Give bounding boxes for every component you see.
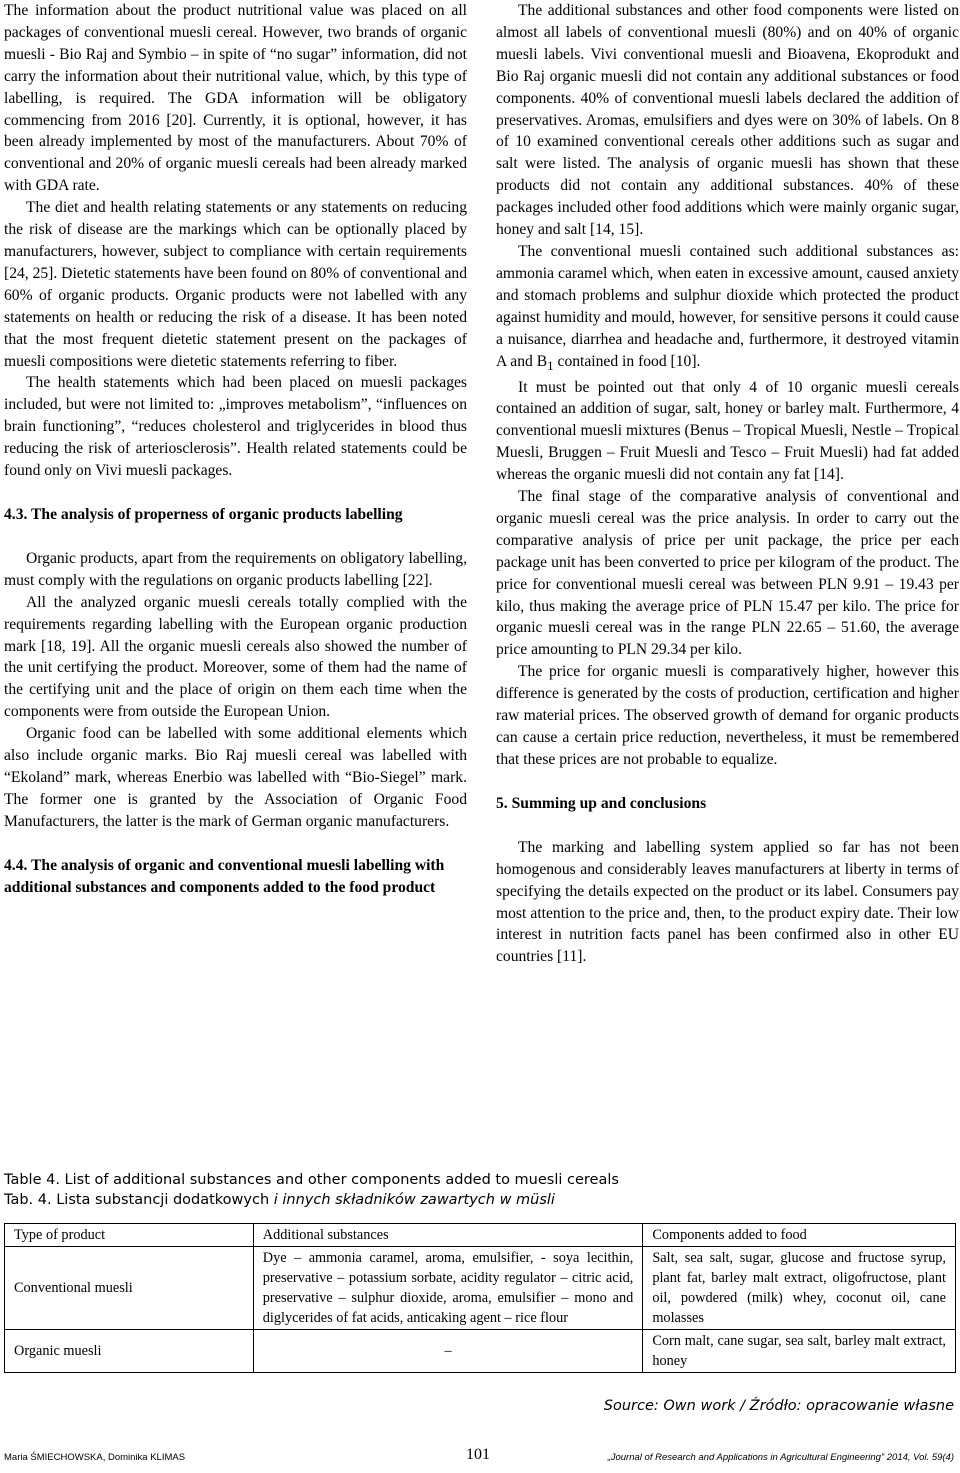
left-column <box>4 0 467 899</box>
paragraph-diet-health-statements: The diet and health relating statements or any statements on reducing the risk of disease are the markings which can be optionally placed by manufacturers, however, subject to compliance with certain requirements [24, 25]. Dietetic statements have been found on 80% of conventional and 60% of organic products. Organic products were not labelled with any statements on health or reducing the risk of a disease. It has been noted that the most frequent dietetic statement present on the packages of muesli compositions were dietetic statements referring to fiber. <box>4 199 467 370</box>
table-header-row <box>5 1224 956 1247</box>
table-caption-en: Table 4. List of additional substances and other components added to muesli cereals <box>4 1172 619 1188</box>
paragraph-price-difference: The price for organic muesli is comparatively higher, however this difference is generated by the costs of production, certification and higher raw material prices. The observed growth of demand for organic products can cause a certain price reduction, nevertheless, it must be remembered that these prices are not probable to equalize. <box>496 663 959 768</box>
footer-journal: „Journal of Research and Applications in Agricultural Engineering” 2014, Vol. 59(4) <box>607 1452 954 1463</box>
table-cell-additional: Dye – ammonia caramel, aroma, emulsifier, - soya lecithin, preservative – potassium sorbate, acidity regulator – citric acid, preservative – sulphur dioxide, aroma, emulsifier – mono and diglycerides of fat acids, anticaking agent – rice flour <box>253 1247 643 1330</box>
table-cell-type: Organic muesli <box>5 1330 254 1373</box>
table-cell-type: Conventional muesli <box>5 1247 254 1330</box>
right-column <box>496 0 959 968</box>
table-cell-components: Corn malt, cane sugar, sea salt, barley malt extract, honey <box>643 1330 956 1373</box>
footer-authors: Maria ŚMIECHOWSKA, Dominika KLIMAS <box>4 1452 186 1463</box>
table-header-cell: Components added to food <box>643 1224 956 1247</box>
table-row <box>5 1247 956 1330</box>
paragraph-additional-marks: Organic food can be labelled with some additional elements which also include organic marks. Bio Raj muesli cereal was labelled with “Ekoland” mark, whereas Enerbio was labelled with “Bio-Siegel” mark. The former one is granted by the Association of Organic Food Manufacturers, the latter is the mark of German organic manufacturers. <box>4 725 467 830</box>
table-caption <box>4 1170 944 1210</box>
paragraph-conclusions: The marking and labelling system applied so far has not been homogenous and considerably leaves manufacturers at liberty in terms of specifying the details expected on the product or its label. Consumers pay most attention to the price and, then, to the product expiry date. Their low interest in nutrition facts panel has been confirmed also in other EU countries [11]. <box>496 838 959 966</box>
subscript: 1 <box>547 357 554 373</box>
paragraph-sugar-fat: It must be pointed out that only 4 of 10 organic muesli cereals contained an addition of sugar, salt, honey or barley malt. Furthermore, 4 conventional muesli mixtures (Benus – Tropical Muesli, Nestle – Tropical Muesli, Bruggen – Fruit Muesli and Tesco – Fruit Muesli) had fat added whereas the organic muesli did not contain any fat [14]. <box>496 378 959 484</box>
additional-substances-table <box>4 1223 956 1373</box>
paragraph-organic-mark-compliance: All the analyzed organic muesli cereals totally complied with the requirements regarding labelling with the European organic production mark [18, 19]. All the organic muesli cereals also showed the number of the unit certifying the product. Moreover, some of them had the name of the certifying unit and the place of origin on them each time when the components were from outside the European Union. <box>4 593 467 721</box>
paragraph-price-analysis: The final stage of the comparative analysis of conventional and organic muesli cereal was the price analysis. In order to carry out the comparative analysis of price per unit package, the price per each package unit has been converted to price per kilogram of the product. The price for conventional muesli cereal was between PLN 9.91 – 19.43 per kilo, thus making the average price of PLN 15.47 per kilo. The price for organic muesli cereal was in the range PLN 22.65 – 51.60, the average price amounting to PLN 29.34 per kilo. <box>496 488 959 659</box>
table-caption-pl: Tab. 4. Lista substancji dodatkowych i innych składników zawartych w müsli <box>4 1192 555 1208</box>
table-header-cell: Additional substances <box>253 1224 643 1247</box>
table-cell-components: Salt, sea salt, sugar, glucose and fructose syrup, plant fat, barley malt extract, oligofructose, plant oil, powdered (milk) whey, coconut oil, cane molasses <box>643 1247 956 1330</box>
section-heading-4-4: 4.4. The analysis of organic and conventional muesli labelling with additional substances and components added to the food product <box>4 856 445 896</box>
paragraph-organic-requirements: Organic products, apart from the requirements on obligatory labelling, must comply with the regulations on organic products labelling [22]. <box>4 549 467 589</box>
table-header-cell: Type of product <box>5 1224 254 1247</box>
paragraph-health-statements: The health statements which had been placed on muesli packages included, but were not limited to: „improves metabolism”, “influences on brain functioning”, “reduces cholesterol and triglycerides in blood thus reducing the risk of arteriosclerosis”. Health related statements could be found only on Vivi muesli packages. <box>4 374 467 480</box>
section-heading-5: 5. Summing up and conclusions <box>496 794 707 812</box>
table-row <box>5 1330 956 1373</box>
table-cell-additional: – <box>253 1330 643 1373</box>
paragraph-additional-substances: The additional substances and other food components were listed on almost all labels of conventional muesli (80%) and on 40% of organic muesli labels. Vivi conventional muesli and Bioavena, Ekoprodukt and Bio Raj organic muesli did not contain any additional substances or food components. 40% of conventional muesli labels declared the addition of preservatives. Aromas, emulsifiers and dyes were on 30% of labels. On 8 of 10 examined conventional cereals other additions such as sugar and salt were listed. The analysis of organic muesli has shown that these products did not contain any additional substances. 40% of these packages included other food additions which were mainly organic sugar, honey and salt [14, 15]. <box>496 2 959 239</box>
page-number: 101 <box>466 1446 490 1463</box>
paragraph-nutritional-info: The information about the product nutritional value was placed on all packages of conventional muesli cereal. However, two brands of organic muesli - Bio Raj and Symbio – in spite of “no sugar” information, did not carry the information about their nutritional value, which, by this type of labelling, is required. The GDA information will be obligatory commencing from 2016 [20]. Currently, it is optional, however, it has been already implemented by most of the manufacturers. About 70% of conventional and 20% of organic muesli cereals had been already marked with GDA rate. <box>4 2 467 195</box>
table-source: Source: Own work / Źródło: opracowanie własne <box>603 1398 954 1414</box>
section-heading-4-3: 4.3. The analysis of properness of organic products labelling <box>4 505 403 523</box>
paragraph-conventional-substances: The conventional muesli contained such additional substances as: ammonia caramel which, when eaten in excessive amount, caused anxiety and stomach problems and sulphur dioxide which protected the product against humidity and mould, however, for sensitive persons it could cause a nuisance, diarrhea and headache and, furthermore, it destroyed vitamin A and $B_1$ contained in food [10]. <box>496 242 959 373</box>
